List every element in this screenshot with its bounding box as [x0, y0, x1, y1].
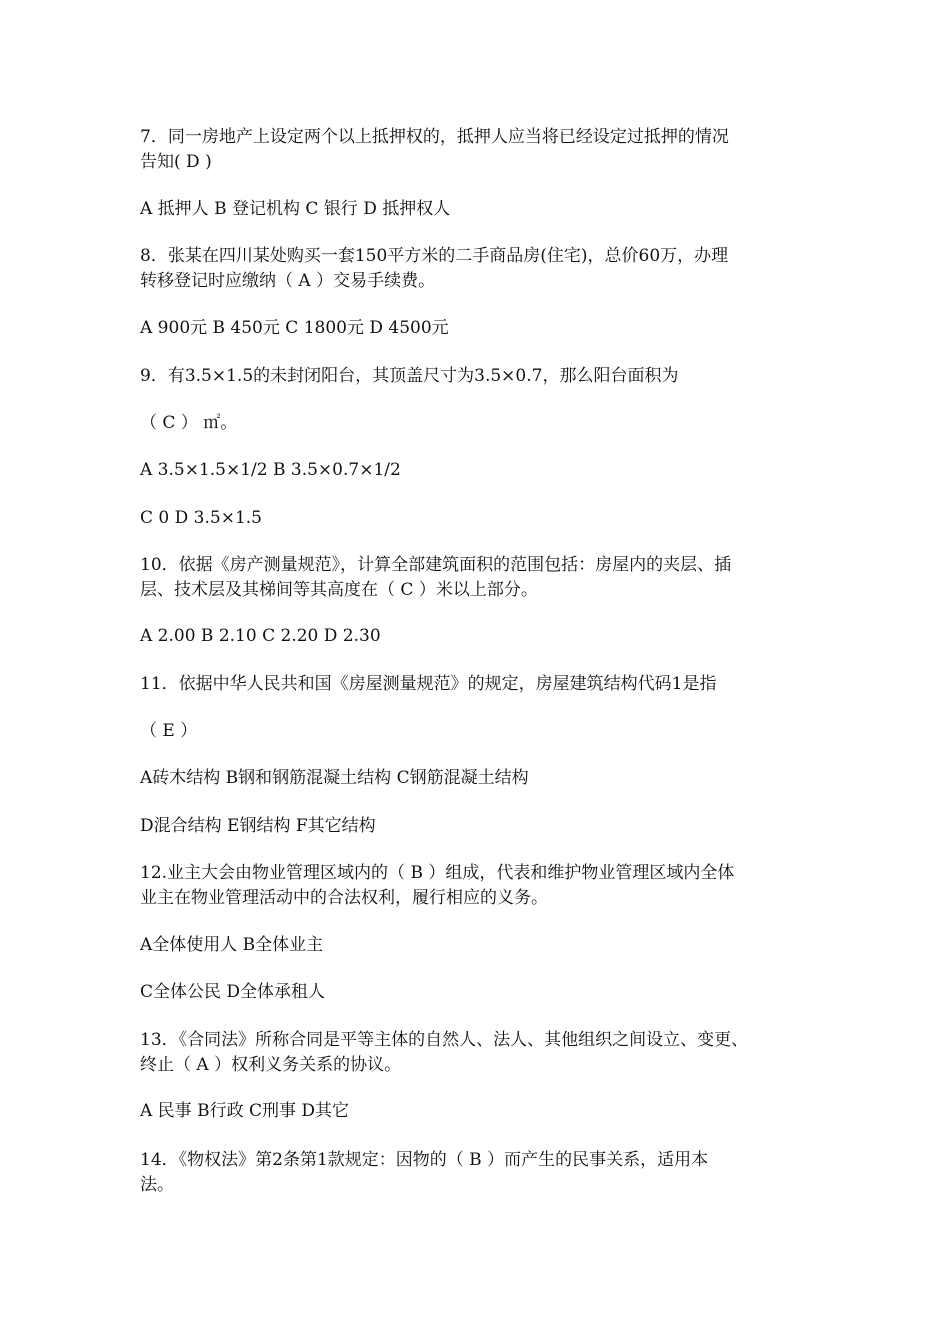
question-7-options [140, 197, 840, 222]
question-9-options-a-b [140, 458, 840, 483]
text-line: A砖木结构 B钢和钢筋混凝土结构 C钢筋混凝土结构 [140, 768, 529, 788]
text-line: 9．有3.5×1.5的未封闭阳台，其顶盖尺寸为3.5×0.7，那么阳台面积为 [140, 366, 679, 386]
question-8-options [140, 316, 840, 341]
text-line: C 0 D 3.5×1.5 [140, 508, 262, 528]
text-line: A 民事 B行政 C刑事 D其它 [140, 1101, 350, 1121]
question-10 [140, 553, 840, 603]
text-line: 告知( D ) [140, 152, 212, 172]
question-13-options [140, 1099, 840, 1124]
text-line: （ C ） ㎡。 [140, 413, 238, 433]
text-line: A 900元 B 450元 C 1800元 D 4500元 [140, 318, 449, 338]
text-line: 12.业主大会由物业管理区域内的（ B ）组成，代表和维护物业管理区域内全体 [140, 863, 735, 883]
text-line: 14．《物权法》第2条第1款规定：因物的（ B ）而产生的民事关系，适用本 [140, 1150, 709, 1170]
question-12-options-c-d [140, 980, 840, 1005]
question-7 [140, 125, 840, 175]
text-line: （ E ） [140, 721, 198, 741]
text-line: C全体公民 D全体承租人 [140, 982, 326, 1002]
text-line: 层、技术层及其梯间等其高度在（ C ）米以上部分。 [140, 580, 538, 600]
question-10-options [140, 624, 840, 649]
text-line: D混合结构 E钢结构 F其它结构 [140, 816, 376, 836]
text-line: 业主在物业管理活动中的合法权利，履行相应的义务。 [140, 888, 548, 908]
text-line: A 2.00 B 2.10 C 2.20 D 2.30 [140, 626, 381, 646]
question-14 [140, 1148, 840, 1198]
question-11-answer [140, 719, 840, 744]
text-line: A 3.5×1.5×1/2 B 3.5×0.7×1/2 [140, 460, 401, 480]
text-line: 终止（ A ）权利义务关系的协议。 [140, 1055, 402, 1075]
text-line: 10．依据《房产测量规范》，计算全部建筑面积的范围包括：房屋内的夹层、插 [140, 555, 732, 575]
question-12-options-a-b [140, 933, 840, 958]
text-line: 转移登记时应缴纳（ A ）交易手续费。 [140, 271, 436, 291]
question-11-options-a-c [140, 766, 840, 791]
text-line: A 抵押人 B 登记机构 C 银行 D 抵押权人 [140, 199, 451, 219]
question-13 [140, 1028, 840, 1078]
text-line: 11．依据中华人民共和国《房屋测量规范》的规定，房屋建筑结构代码1是指 [140, 674, 717, 694]
question-12 [140, 861, 840, 911]
question-9-options-c-d [140, 506, 840, 531]
text-line: 8．张某在四川某处购买一套150平方米的二手商品房(住宅)，总价60万，办理 [140, 246, 729, 266]
question-9 [140, 364, 840, 389]
text-line: 法。 [140, 1175, 174, 1195]
text-line: 7．同一房地产上设定两个以上抵押权的，抵押人应当将已经设定过抵押的情况 [140, 127, 729, 147]
text-line: 13．《合同法》所称合同是平等主体的自然人、法人、其他组织之间设立、变更、 [140, 1030, 749, 1050]
question-9-answer [140, 411, 840, 436]
question-11-options-d-f [140, 814, 840, 839]
question-11 [140, 672, 840, 697]
question-8 [140, 244, 840, 294]
text-line: A全体使用人 B全体业主 [140, 935, 324, 955]
